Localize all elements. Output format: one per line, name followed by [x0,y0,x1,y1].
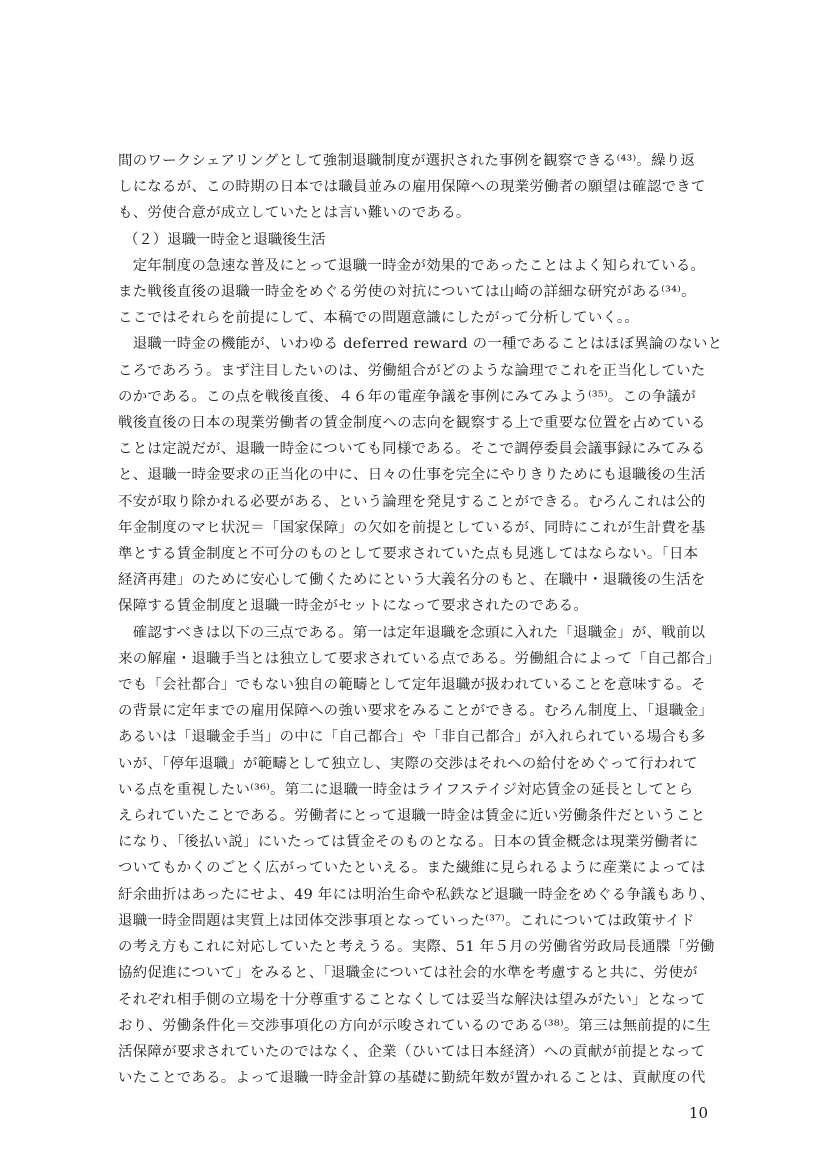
text-line: 戦後直後の日本の現業労働者の賃金制度への志向を観察する上で重要な位置を占めている [118,415,706,432]
section-heading: （２）退職一時金と退職後生活 [124,231,326,248]
text-line: と、退職一時金要求の正当化の中に、日々の仕事を完全にやりきりためにも退職後の生活 [118,467,706,484]
text-line: の考え方もこれに対応していたと考えうる。実際、51 年５月の労働省労政局長通牒「労働 [118,939,715,956]
text-line: えられていたことである。労働者にとって退職一時金は賃金に近い労働条件だということ [118,808,706,825]
text-line: のかである。この点を戦後直後、４６年の電産争議を事例にみてみよう⁽³⁵⁾。この争議が [118,388,697,405]
text-line: 保障する賃金制度と退職一時金がセットになって要求されたのである。 [118,598,589,615]
text-line: 年金制度のマヒ状況＝「国家保障」の欠如を前提としているが、同時にこれが生計費を基 [118,519,706,536]
text-line: おり、労働条件化＝交渉事項化の方向が示唆されているのである⁽³⁸⁾。第三は無前提的に生 [118,1017,711,1034]
text-line: 紆余曲折はあったにせよ、49 年には明治生命や私鉄など退職一時金をめぐる争議もあり、 [118,886,715,903]
text-line: あるいは「退職金手当」の中に「自己都合」や「非自己都合」が入れられている場合も多 [118,729,706,746]
text-line: いる点を重視したい⁽³⁶⁾。第二に退職一時金はライフステイジ対応賃金の延長としてとら [118,781,694,798]
text-line: 間のワークシェアリングとして強制退職制度が選択された事例を観察できる⁽⁴³⁾。繰り返 [118,153,696,169]
text-line: それぞれ相手側の立場を十分尊重することなくしては妥当な解決は望みがたい」となって [118,991,706,1008]
text-line: 確認すべきは以下の三点である。第一は定年退職を念頭に入れた「退職金」が、戦前以 [118,624,706,641]
text-line: 協約促進について」をみると、「退職金については社会的水準を考慮すると共に、労使が [118,965,698,982]
text-line: 退職一時金の機能が、いわゆる deferred reward の一種であることはほぼ異論のないと [118,336,723,353]
text-line: 定年制度の急速な普及にとって退職一時金が効果的であったことはよく知られている。 [118,257,706,274]
body-text-before-heading [118,148,718,227]
text-line: でも「会社都合」でもない独自の範疇として定年退職が扱われていることを意味する。そ [118,677,706,694]
text-line: 準とする賃金制度と不可分のものとして要求されていた点も見逃してはならない。「日本 [118,546,699,563]
text-line: 不安が取り除かれる必要がある、という論理を発見することができる。むろんこれは公的 [118,493,706,510]
text-line: いが、「停年退職」が範疇として独立し、実際の交渉はそれへの給付をめぐって行われて [118,755,698,772]
text-line: になり、「後払い説」にいたっては賃金そのものとなる。日本の賃金概念は現業労働者に [118,834,699,851]
text-line: 経済再建」のために安心して働くためにという大義名分のもと、在職中・退職後の生活を [118,572,706,589]
text-line: ころであろう。まず注目したいのは、労働組合がどのような論理でこれを正当化していた [118,362,706,379]
text-line: しになるが、この時期の日本では職員並みの雇用保障への現業労働者の願望は確認できて [118,179,706,196]
page-number: 10 [688,1104,708,1122]
text-line: 活保障が要求されていたのではなく、企業（ひいては日本経済）への貢献が前提となって [118,1043,706,1060]
text-line: ついてもかくのごとく広がっていたといえる。また繊維に見られるように産業によっては [118,860,706,877]
text-line: いたことである。よって退職一時金計算の基礎に勤続年数が置かれることは、貢献度の代 [118,1070,706,1087]
text-line: ことは定説だが、退職一時金についても同様である。そこで調停委員会議事録にみてみる [118,441,706,458]
document-page [118,148,723,1091]
body-text-after-heading [118,253,723,1092]
text-line: ここではそれらを前提にして、本稿での問題意識にしたがって分析していく。。 [118,310,640,327]
text-line: の背景に定年までの雇用保障への強い要求をみることができる。むろん制度上、「退職金」 [118,703,714,720]
text-line: また戦後直後の退職一時金をめぐる労使の対抗については山崎の詳細な研究がある⁽³⁴⁾。 [118,284,696,301]
text-line: も、労使合意が成立していたとは言い難いのである。 [118,205,471,222]
text-line: 来の解雇・退職手当とは独立して要求されている点である。労働組合によって「自己都合」 [118,650,721,667]
text-line: 退職一時金問題は実質上は団体交渉事項となっていった⁽³⁷⁾。これについては政策サイド [118,912,695,929]
